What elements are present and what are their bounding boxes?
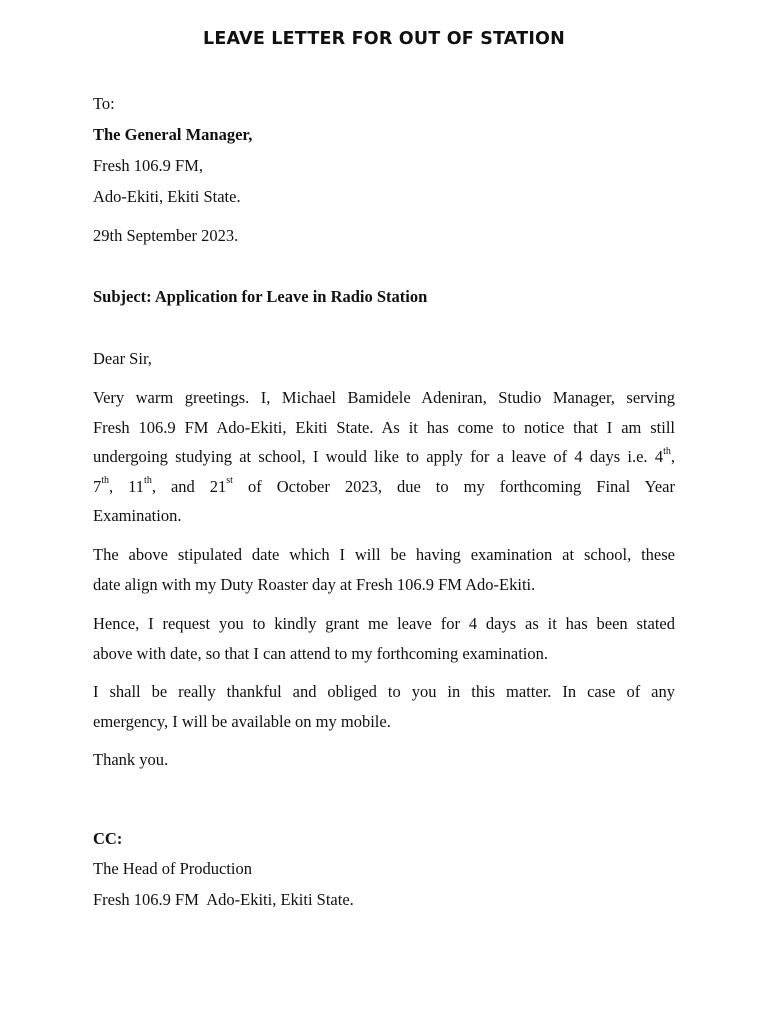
salutation: Dear Sir, (93, 349, 152, 368)
p1-line-4 (93, 472, 675, 502)
p1-line-4-a-sup: th (101, 475, 110, 486)
p1-line-3-end: , (670, 447, 675, 466)
p1-line-4-a: 7 (93, 476, 102, 496)
body-paragraph-3 (93, 609, 675, 668)
letter-date: 29th September 2023. (93, 226, 239, 245)
p1-line-4-c: , and 21 (151, 476, 227, 496)
closing: Thank you. (93, 750, 169, 769)
recipient-name: The General Manager, (93, 125, 253, 144)
cc-label: CC: (93, 829, 123, 848)
recipient-org: Fresh 106.9 FM, (93, 156, 204, 175)
body-paragraph-1 (93, 383, 675, 531)
p1-line-4-c-sup: st (226, 475, 233, 486)
p1-line-4-d: of October 2023, due to my forthcoming Final Year (232, 476, 675, 496)
p1-line-3-sup: th (663, 445, 671, 457)
p2-line-1: The above stipulated date which I will be having examination at school, these (93, 545, 675, 564)
letter-subject: Subject: Application for Leave in Radio Station (93, 287, 428, 306)
p3-line-1: Hence, I request you to kindly grant me leave for 4 days as it has been stated (93, 614, 675, 633)
cc-address: Fresh 106.9 FM Ado-Ekiti, Ekiti State. (93, 890, 354, 909)
body-paragraph-4 (93, 677, 675, 736)
recipient-address: Ado-Ekiti, Ekiti State. (93, 187, 241, 206)
p1-line-4-b-sup: th (144, 475, 152, 486)
p1-line-1: Very warm greetings. I, Michael Bamidele Adeniran, Studio Manager, serving (93, 388, 675, 407)
p3-line-2: above with date, so that I can attend to my forthcoming examination. (93, 643, 548, 663)
p4-line-2: emergency, I will be available on my mobile. (93, 711, 391, 731)
body-paragraph-2 (93, 540, 675, 599)
p1-line-3 (93, 442, 675, 472)
letter-title: LEAVE LETTER FOR OUT OF STATION (203, 29, 565, 49)
cc-name: The Head of Production (93, 859, 252, 878)
p1-line-4-b: , 11 (109, 476, 145, 496)
to-label: To: (93, 94, 115, 113)
p2-line-2: date align with my Duty Roaster day at Fresh 106.9 FM Ado-Ekiti. (93, 574, 536, 594)
p4-line-1: I shall be really thankful and obliged to you in this matter. In case of any (93, 682, 675, 701)
p1-line-2: Fresh 106.9 FM Ado-Ekiti, Ekiti State. As it has come to notice that I am still (93, 417, 675, 437)
p1-line-5: Examination. (93, 506, 182, 525)
p1-line-3-text: undergoing studying at school, I would like to apply for a leave of 4 days i.e. 4 (93, 447, 664, 466)
